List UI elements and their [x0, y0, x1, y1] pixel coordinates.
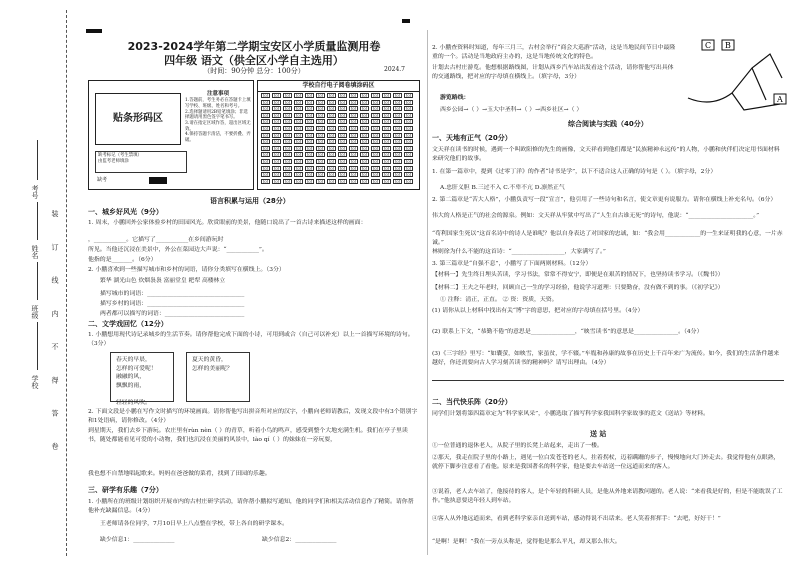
reading-section-title: 综合阅读与实践（40分） [568, 120, 648, 128]
code-grid-cell[interactable]: [0] [360, 106, 369, 111]
code-grid-cell[interactable]: [0] [371, 139, 380, 144]
code-grid-cell[interactable]: [0] [382, 159, 391, 164]
code-grid-cell[interactable]: [0] [283, 179, 292, 184]
code-grid-cell[interactable]: [0] [272, 152, 281, 157]
code-grid-cell[interactable]: [0] [404, 152, 413, 157]
code-grid-cell[interactable]: [0] [338, 133, 347, 138]
code-grid-cell[interactable]: [0] [349, 172, 358, 177]
poem-spring-box: 春天的早晨， 怎样的可爱呢！ 融融的风， 飘飘的雨， 轻轻的风吹。 [110, 352, 174, 402]
code-grid-cell[interactable]: [0] [360, 93, 369, 98]
code-grid-cell[interactable]: [0] [371, 133, 380, 138]
absent-label: 缺考 [97, 177, 108, 183]
code-grid-cell[interactable]: [0] [294, 133, 303, 138]
code-grid-cell[interactable]: [0] [283, 146, 292, 151]
code-grid-cell[interactable]: [0] [360, 133, 369, 138]
code-grid-cell[interactable]: [0] [349, 179, 358, 184]
code-grid-cell[interactable]: [0] [327, 113, 336, 118]
code-grid-cell[interactable]: [0] [283, 126, 292, 131]
both-words-field[interactable]: 两者都可以描写的词语：___________________________ [100, 311, 245, 317]
article-title: 送 站 [590, 430, 607, 438]
answer-line[interactable] [432, 380, 784, 381]
class-field[interactable] [37, 262, 38, 300]
map-label-b: B [725, 41, 731, 50]
code-grid-cell[interactable]: [0] [404, 93, 413, 98]
code-grid-cell[interactable]: [0] [294, 93, 303, 98]
code-grid-cell[interactable]: [0] [404, 146, 413, 151]
code-grid-cell[interactable]: [0] [371, 172, 380, 177]
code-grid-cell[interactable]: [0] [360, 172, 369, 177]
r1-q3-sub3: (3)《三字经》里写：“如囊萤，如映雪，家虽贫，学不辍。”车胤和孙康的故事在历史上千百年来广为流传。如今，我们的生活条件越来越好，你还需要向古人学习刻苦读书的精神吗？请写出理由。（4分） [432, 351, 780, 366]
r1-q3: 3. 第三篇章是“自强不息”，小鹏写了下面两则材料。（12分） [432, 261, 592, 267]
code-grid-cell[interactable]: [0] [371, 100, 380, 105]
code-grid-cell[interactable]: [0] [393, 100, 402, 105]
code-grid-cell[interactable]: [0] [305, 113, 314, 118]
notes-box [185, 91, 251, 147]
code-grid-cell[interactable]: [0] [316, 166, 325, 171]
part1-q1: 1. 周末，小鹏回外公家体验乡村的田园风光。欣赏眼前的美景，他随口说出了一首古诗来描述这样的画面： [88, 220, 367, 226]
code-grid-cell[interactable]: [0] [294, 179, 303, 184]
code-grid-cell[interactable]: [0] [327, 179, 336, 184]
code-grid-cell[interactable]: [0] [393, 113, 402, 118]
code-grid-cell[interactable]: [0] [327, 133, 336, 138]
article-p3: ③说着，老人去车站了，他接待的客人，是个年轻的科研人员，是他从外地来请教问题的。老人说：“来看我是好的，但是不能耽误了工作。”他执意要送年轻人到车站。 [432, 489, 783, 504]
code-grid-cell[interactable]: [0] [360, 139, 369, 144]
top-mark [86, 29, 102, 33]
code-grid-cell[interactable]: [0] [349, 113, 358, 118]
code-grid-cell[interactable]: [0] [404, 166, 413, 171]
route-map [682, 38, 790, 120]
code-grid-title: 学校自行电子阅卷填涂码区 [258, 81, 419, 92]
code-grid-cell[interactable]: [0] [305, 126, 314, 131]
code-grid-cell[interactable]: [0] [283, 159, 292, 164]
r1-q2: 2. 第二篇章是“苦大人格”，小鹏负责写一段“宣言”，他引用了一些诗句和名言，使文章更有说服力。请你在横线上补充名句。（6分） [432, 197, 777, 203]
code-grid-cells [261, 93, 417, 187]
code-grid-cell[interactable]: [0] [316, 146, 325, 151]
code-grid-cell[interactable]: [0] [382, 106, 391, 111]
article-p4: ④客人从外地远道而来，看到老科学家亲自送到车站，感动得说不出话来。老人笑着挥挥手：“去吧，好好干！” [432, 516, 721, 522]
code-grid-cell[interactable]: [0] [393, 172, 402, 177]
code-grid-cell[interactable]: [0] [261, 126, 270, 131]
code-grid-cell[interactable]: [0] [283, 113, 292, 118]
part1-q1-line4: 他指的是_______。（6分） [88, 257, 157, 263]
code-grid-cell[interactable]: [0] [338, 93, 347, 98]
code-grid-cell[interactable]: [0] [338, 179, 347, 184]
code-grid-cell[interactable]: [0] [272, 146, 281, 151]
code-grid-cell[interactable]: [0] [261, 133, 270, 138]
code-grid-cell[interactable]: [0] [272, 159, 281, 164]
code-grid-cell[interactable]: [0] [371, 146, 380, 151]
code-grid-cell[interactable]: [0] [283, 119, 292, 124]
code-grid-cell[interactable]: [0] [305, 172, 314, 177]
city-words-field[interactable]: 描写城市的词语：_________________________________ [100, 291, 245, 297]
code-grid-cell[interactable]: [0] [371, 179, 380, 184]
code-grid-cell[interactable]: [0] [338, 146, 347, 151]
code-grid-cell[interactable]: [0] [404, 119, 413, 124]
code-grid-cell[interactable]: [0] [382, 146, 391, 151]
exam-no-label: 考号 [30, 185, 39, 199]
code-grid-cell[interactable]: [0] [371, 152, 380, 157]
code-grid-cell[interactable]: [0] [404, 126, 413, 131]
code-grid-cell[interactable]: [0] [393, 152, 402, 157]
code-grid-cell[interactable]: [0] [272, 179, 281, 184]
code-grid-cell[interactable]: [0] [261, 100, 270, 105]
code-grid-cell[interactable]: [0] [316, 126, 325, 131]
code-grid-cell[interactable]: [0] [404, 113, 413, 118]
code-grid-cell[interactable]: [0] [382, 100, 391, 105]
code-grid-cell[interactable]: [0] [261, 172, 270, 177]
code-grid-cell[interactable]: [0] [393, 93, 402, 98]
code-grid-cell[interactable]: [0] [338, 100, 347, 105]
reading2-intro: 同学们计划将第四篇章定为“科学家风采”，小鹏选取了描写科学家我国科学家故事的范文《送站》等材料。 [432, 411, 709, 417]
code-grid-cell[interactable]: [0] [349, 93, 358, 98]
barcode-area [88, 80, 254, 190]
code-grid-cell[interactable]: [0] [393, 126, 402, 131]
code-grid-cell[interactable]: [0] [272, 166, 281, 171]
exam-subtitle: 四年级 语文（供全区小学自主选用） [164, 54, 344, 67]
code-grid-cell[interactable]: [0] [294, 106, 303, 111]
code-grid-cell[interactable]: [0] [272, 172, 281, 177]
code-grid-cell[interactable]: [0] [272, 113, 281, 118]
code-grid-cell[interactable]: [0] [371, 93, 380, 98]
seal-line-text: 装 订 线 内 不 得 答 卷 [50, 210, 59, 462]
code-grid-cell[interactable]: [0] [338, 139, 347, 144]
code-grid-cell[interactable]: [0] [382, 93, 391, 98]
code-grid-cell[interactable]: [0] [404, 100, 413, 105]
code-grid-cell[interactable]: [0] [382, 126, 391, 131]
code-grid-cell[interactable]: [0] [294, 113, 303, 118]
code-grid-cell[interactable]: [0] [338, 106, 347, 111]
code-grid-cell[interactable]: [0] [305, 106, 314, 111]
reading1-intro: 文天祥在读书的时候，遇到一个叫欧阳修的先生的画像，文天祥看到他们都是“民族精神永远传”的人物，小鹏和伙伴们决定用书面材料来研究他们的故事。 [432, 147, 780, 162]
part1-q2: 2. 小鹏喜欢到一些描写城市和乡村的词语，请你分类填写在横线上。（3分） [88, 267, 285, 273]
code-grid-cell[interactable]: [0] [283, 166, 292, 171]
part2-title: 二、文学戏回忆（12分） [88, 320, 168, 328]
code-grid-cell[interactable]: [0] [305, 100, 314, 105]
village-words-field[interactable]: 描写乡村的词语：_________________________________ [100, 301, 245, 307]
code-grid-cell[interactable]: [0] [382, 172, 391, 177]
r1-q2-text: 伟大的人格是正气的社会的源泉。例如：文天祥从牢狱中写出了“人生自古谁无死”的诗句，他说：“______________________。” [432, 213, 760, 219]
code-grid-cell[interactable]: [0] [393, 159, 402, 164]
code-grid-cell[interactable]: [0] [316, 172, 325, 177]
code-grid-cell[interactable]: [0] [393, 166, 402, 171]
r1-q2-text2: “苟利国家生死以”这首名诗中的诗人是谁呢？他以自身表达了对国家的忠诚，如：“我会用____________的一生来证明我的心意，一片赤诚。” [432, 231, 783, 246]
map-label-a: A [777, 95, 783, 104]
code-grid-cell[interactable]: [0] [261, 93, 270, 98]
map-label-c: C [705, 41, 712, 50]
code-grid-cell[interactable]: [0] [327, 159, 336, 164]
absent-checkbox[interactable] [149, 177, 167, 184]
missing-info-1[interactable]: 缺少信息1：______________ [100, 537, 175, 543]
code-grid-cell[interactable]: [0] [404, 106, 413, 111]
r1-q3-note: ① 注释：清正，正直。 ② 资：资质，天资。 [440, 297, 558, 303]
code-grid-cell[interactable]: [0] [360, 100, 369, 105]
code-grid-cell[interactable]: [0] [349, 119, 358, 124]
reading2-title: 二、当代快乐阵（20分） [432, 398, 512, 406]
code-grid-cell[interactable]: [0] [305, 159, 314, 164]
code-grid-cell[interactable]: [0] [327, 172, 336, 177]
missing-info-2[interactable]: 缺少信息2：______________ [262, 537, 337, 543]
school-field[interactable] [37, 322, 38, 370]
r1-q1-options[interactable]: A.忠肝义胆 B.三过不入 C.不卑不亢 D.凛然正气 [440, 185, 565, 191]
r1-q1: 1. 在第一篇章中，提到《过零丁洋》的作者“诗书是学”，以下不适合这人正确的诗句是（ ）。（填字母，2分） [432, 169, 717, 175]
code-grid-cell[interactable]: [0] [327, 119, 336, 124]
code-grid-cell[interactable]: [0] [283, 172, 292, 177]
code-grid-cell[interactable]: [0] [327, 126, 336, 131]
code-grid-cell[interactable]: [0] [294, 139, 303, 144]
barcode-label: 贴条形码区 [113, 112, 163, 124]
code-grid-cell[interactable]: [0] [316, 93, 325, 98]
notice-text: 王老师请各位同学，7月10日早上八点整在学校，带上各自的研学课本。 [100, 521, 288, 527]
code-grid-cell[interactable]: [0] [305, 133, 314, 138]
code-grid-cell[interactable]: [0] [404, 172, 413, 177]
code-grid-cell[interactable]: [0] [371, 159, 380, 164]
code-grid-cell[interactable]: [0] [294, 100, 303, 105]
code-grid-cell[interactable]: [0] [283, 139, 292, 144]
name-field[interactable] [37, 202, 38, 240]
code-grid-cell[interactable]: [0] [327, 100, 336, 105]
code-grid-cell[interactable]: [0] [305, 119, 314, 124]
class-label: 班级 [30, 305, 39, 319]
code-grid-cell[interactable]: [0] [360, 113, 369, 118]
code-grid-cell[interactable]: [0] [371, 113, 380, 118]
route-answer[interactable]: 西乡公园→（ ）→玉大中圣科→（ ）→西乡社区→（ ） [440, 107, 583, 113]
code-grid-cell[interactable]: [0] [283, 152, 292, 157]
code-grid-cell[interactable]: [0] [327, 93, 336, 98]
language-section-title: 语言积累与运用（28分） [210, 197, 290, 205]
code-grid-cell[interactable]: [0] [261, 113, 270, 118]
code-grid-cell[interactable]: [0] [349, 126, 358, 131]
code-grid-cell[interactable]: [0] [404, 133, 413, 138]
code-grid-cell[interactable]: [0] [349, 133, 358, 138]
code-grid-cell[interactable]: [0] [382, 113, 391, 118]
code-grid-cell[interactable]: [0] [327, 139, 336, 144]
code-grid-cell[interactable]: [0] [338, 159, 347, 164]
code-grid-cell[interactable]: [0] [393, 139, 402, 144]
code-grid-cell[interactable]: [0] [283, 100, 292, 105]
code-grid-cell[interactable]: [0] [272, 93, 281, 98]
code-grid-cell[interactable]: [0] [261, 159, 270, 164]
code-grid-cell[interactable]: [0] [393, 146, 402, 151]
reading1-title: 一、天地有正气（20分） [432, 134, 512, 142]
code-grid-cell[interactable]: [0] [393, 106, 402, 111]
code-grid-cell[interactable]: [0] [305, 146, 314, 151]
article-p5: “是啊！是啊！”我在一旁点头称是，觉得他是那么平凡，却又那么伟大。 [432, 539, 621, 545]
code-grid-cell[interactable]: [0] [349, 106, 358, 111]
code-grid-cell[interactable]: [0] [393, 179, 402, 184]
part2-q1: 1. 小鹏想用现代诗记录城乡的生活节奏。请你帮他完成下面的小诗，可用到或合（自己可以补充）以上一首描写环境的诗句。（3分） [88, 332, 414, 347]
code-grid-cell[interactable]: [0] [327, 152, 336, 157]
code-grid-cell[interactable]: [0] [404, 179, 413, 184]
code-grid-cell[interactable]: [0] [272, 100, 281, 105]
part3-title: 三、研学有乐趣（7分） [88, 486, 163, 494]
code-grid-cell[interactable]: [0] [261, 179, 270, 184]
code-grid-cell[interactable]: [0] [382, 166, 391, 171]
code-grid-cell[interactable]: [0] [360, 119, 369, 124]
part2-q2-text: 到星期天，我们去乡下游玩。农庄里有rùn nèn（ ）的青草，听着小鸟的鸣声，感受到整个大地充满生机。我们在亭子里读书，随处都能看见可爱的小动物，我们也沉浸在美丽的风景中，lào qí（ ）的妹妹在一旁玩耍， [88, 428, 408, 443]
code-grid [257, 80, 420, 190]
code-grid-cell[interactable]: [0] [382, 119, 391, 124]
exam-date: 2024.7 [384, 66, 405, 73]
code-grid-cell[interactable]: [0] [305, 179, 314, 184]
part2-q2-text2: 我也想不自禁地唱起歌来。妈妈在爸爸做的菜肴，找到了田园的乐趣。 [88, 471, 271, 477]
code-grid-cell[interactable]: [0] [316, 106, 325, 111]
code-grid-cell[interactable]: [0] [272, 126, 281, 131]
code-grid-cell[interactable]: [0] [404, 139, 413, 144]
code-grid-cell[interactable]: [0] [305, 152, 314, 157]
article-p2: ②那天，我走在院子里的小路上，遇见一位白发苍苍的老人，拄着拐杖，迈着蹒跚的步子，慢慢地向大门外走去。我觉得他有点眼熟，就停下脚步注意看了看他。原来是我国著名的科学家，他是要去车站送一位远道而来的客人。 [432, 455, 780, 470]
code-grid-cell[interactable]: [0] [261, 166, 270, 171]
code-grid-cell[interactable]: [0] [272, 133, 281, 138]
code-grid-cell[interactable]: [0] [338, 166, 347, 171]
code-grid-cell[interactable]: [0] [338, 119, 347, 124]
code-grid-cell[interactable]: [0] [360, 126, 369, 131]
code-grid-cell[interactable]: [0] [349, 146, 358, 151]
code-grid-cell[interactable]: [0] [294, 119, 303, 124]
page-fold [427, 30, 428, 555]
code-grid-cell[interactable]: [0] [305, 93, 314, 98]
article-p1: ①一位普通的退休老人，从院子里的长凳上站起来，走出了一楼。 [432, 443, 603, 449]
code-grid-cell[interactable]: [0] [316, 119, 325, 124]
time-score: （时间：90分钟 总分：100分） [203, 67, 305, 75]
seal-dashed-line [66, 10, 67, 556]
code-grid-cell[interactable]: [0] [316, 179, 325, 184]
code-grid-cell[interactable]: [0] [371, 166, 380, 171]
code-grid-cell[interactable]: [0] [360, 166, 369, 171]
notes-title: 注意事项 [206, 91, 229, 97]
notes-text: 1.答题前，考生务必在答题卡上填写学校、班级、姓名和考号。 2.选择题请用2B铅笔填涂；非选择题请用黑色签字笔书写。 3.请在指定区域作答，超出区域无效。 4.保持答题卡清洁，不要折叠、弄破。 [185, 98, 251, 144]
part3-q1: 1. 小鹏所在的班级计划组织开展市内的古村庄研学活动，请你帮小鹏拟写通知，他的同学们和相关活动信息作了精简。请你帮他补充缺漏信息。（4分） [88, 499, 414, 514]
code-grid-cell[interactable]: [0] [371, 119, 380, 124]
code-grid-cell[interactable]: [0] [371, 106, 380, 111]
code-grid-cell[interactable]: [0] [294, 159, 303, 164]
route-title: 游览路线： [440, 94, 470, 101]
code-grid-cell[interactable]: [0] [338, 172, 347, 177]
code-grid-cell[interactable]: [0] [360, 146, 369, 151]
code-grid-cell[interactable]: [0] [305, 139, 314, 144]
code-grid-cell[interactable]: [0] [294, 152, 303, 157]
part1-q1-line3: 所见。当他还沉浸在美景中，外公在菜园边大声说：“___________”。 [88, 247, 268, 253]
code-grid-cell[interactable]: [0] [316, 133, 325, 138]
code-grid-cell[interactable]: [0] [393, 133, 402, 138]
poem-summer-box[interactable]: 夏天的黄昏， 怎样的美丽呢？ [186, 352, 250, 402]
right-q2: 2. 小鹏查资料时知道，每年三月三，古村会举行“商会大巡游”活动，这是当地民间节日中最隆重的一个。活动是当地政府主办的，这是当地传统文化的特色。 [432, 45, 676, 60]
code-grid-cell[interactable]: [0] [360, 152, 369, 157]
code-grid-cell[interactable]: [0] [272, 106, 281, 111]
code-grid-cell[interactable]: [0] [382, 179, 391, 184]
code-grid-cell[interactable]: [0] [382, 139, 391, 144]
binding-margin [0, 0, 78, 561]
code-grid-cell[interactable]: [0] [327, 106, 336, 111]
code-grid-cell[interactable]: [0] [294, 166, 303, 171]
code-grid-cell[interactable]: [0] [327, 166, 336, 171]
code-grid-cell[interactable]: [0] [283, 106, 292, 111]
word-list: 繁华 湖光山色 炊烟袅袅 富丽堂皇 耙犁 高楼林立 [100, 278, 226, 284]
code-grid-cell[interactable]: [0] [404, 159, 413, 164]
code-grid-cell[interactable]: [0] [327, 146, 336, 151]
school-label: 学校 [30, 375, 39, 389]
code-grid-cell[interactable]: [0] [382, 152, 391, 157]
code-grid-cell[interactable]: [0] [261, 139, 270, 144]
code-grid-cell[interactable]: [0] [316, 139, 325, 144]
code-grid-cell[interactable]: [0] [316, 152, 325, 157]
absent-note [95, 151, 187, 173]
code-grid-cell[interactable]: [0] [261, 106, 270, 111]
code-grid-cell[interactable]: [0] [349, 139, 358, 144]
code-grid-cell[interactable]: [0] [261, 146, 270, 151]
code-grid-cell[interactable]: [0] [349, 166, 358, 171]
r1-q3-sub1: (1) 请你从以上材料中找出有关“博”字的意思，把对应的字母填在括号里。（4分） [432, 308, 644, 314]
r1-q3-material1: 【材料一】先生终日埋头苦读，学习书法，常常不得安宁，即便是在艰苦的情况下，也坚持读书学习。（《魏书》） [432, 272, 724, 278]
code-grid-cell[interactable]: [0] [272, 119, 281, 124]
code-grid-cell[interactable]: [0] [371, 126, 380, 131]
code-grid-cell[interactable]: [0] [360, 159, 369, 164]
code-grid-cell[interactable]: [0] [338, 152, 347, 157]
code-grid-cell[interactable]: [0] [338, 113, 347, 118]
absent-note-text: 缺考标记（考生禁填） 由监考老师填涂 [98, 153, 142, 164]
part2-q2: 2. 下面文段是小鹏在写作文时描写的环境画面。请你帮他写出拼音所对应的汉字，小鹏向老师请教后，发现文段中有3个错别字和1处语病，请你修改。（4分） [88, 409, 418, 424]
code-grid-cell[interactable]: [0] [349, 100, 358, 105]
code-grid-cell[interactable]: [0] [382, 133, 391, 138]
name-label: 姓名 [30, 245, 39, 259]
code-grid-cell[interactable]: [0] [393, 119, 402, 124]
code-grid-cell[interactable]: [0] [294, 146, 303, 151]
r1-q3-material2: 【材料二】王夫之年老时，回顾自己一生的学习经验，他说学习道理：只要勤奋，没有做不到的事。（《初学记》） [432, 285, 724, 291]
code-grid-cell[interactable]: [0] [349, 152, 358, 157]
r1-q2-text3: 林则徐为什么不能的这首诗：“__________________，大家满写了。” [432, 249, 606, 255]
code-grid-cell[interactable]: [0] [283, 133, 292, 138]
code-grid-cell[interactable]: [0] [283, 93, 292, 98]
code-grid-cell[interactable]: [0] [316, 100, 325, 105]
code-grid-cell[interactable]: [0] [349, 159, 358, 164]
part1-title: 一、城乡好风光（9分） [88, 208, 163, 216]
code-grid-cell[interactable]: [0] [261, 152, 270, 157]
code-grid-cell[interactable]: [0] [316, 159, 325, 164]
code-grid-cell[interactable]: [0] [338, 126, 347, 131]
code-grid-cell[interactable]: [0] [316, 113, 325, 118]
code-grid-cell[interactable]: [0] [360, 179, 369, 184]
code-grid-cell[interactable]: [0] [261, 119, 270, 124]
top-mark [402, 19, 410, 23]
barcode-sticker-zone [95, 93, 181, 145]
exam-title: 2023-2024学年第二学期宝安区小学质量监测用卷 [127, 40, 381, 53]
code-grid-cell[interactable]: [0] [294, 126, 303, 131]
code-grid-cell[interactable]: [0] [305, 166, 314, 171]
exam-no-field[interactable] [37, 140, 38, 180]
right-q2-cont: 计划去古村庄游览。他想根据路线图，计划从西乡汽车站出发看这个活动，请你帮他写出具体的交通路线，把对应的字母填在横线上。（填字母，3分） [432, 65, 674, 80]
part1-q1-line2: ，___________。它描写了___________在乡间游玩时 [88, 237, 224, 243]
code-grid-cell[interactable]: [0] [294, 172, 303, 177]
code-grid-cell[interactable]: [0] [272, 139, 281, 144]
r1-q3-sub2: (2) 联系上下文，“恭勤不倦”的意思是_______________，“映雪读书”的意思是_______________。（4分） [432, 329, 703, 335]
